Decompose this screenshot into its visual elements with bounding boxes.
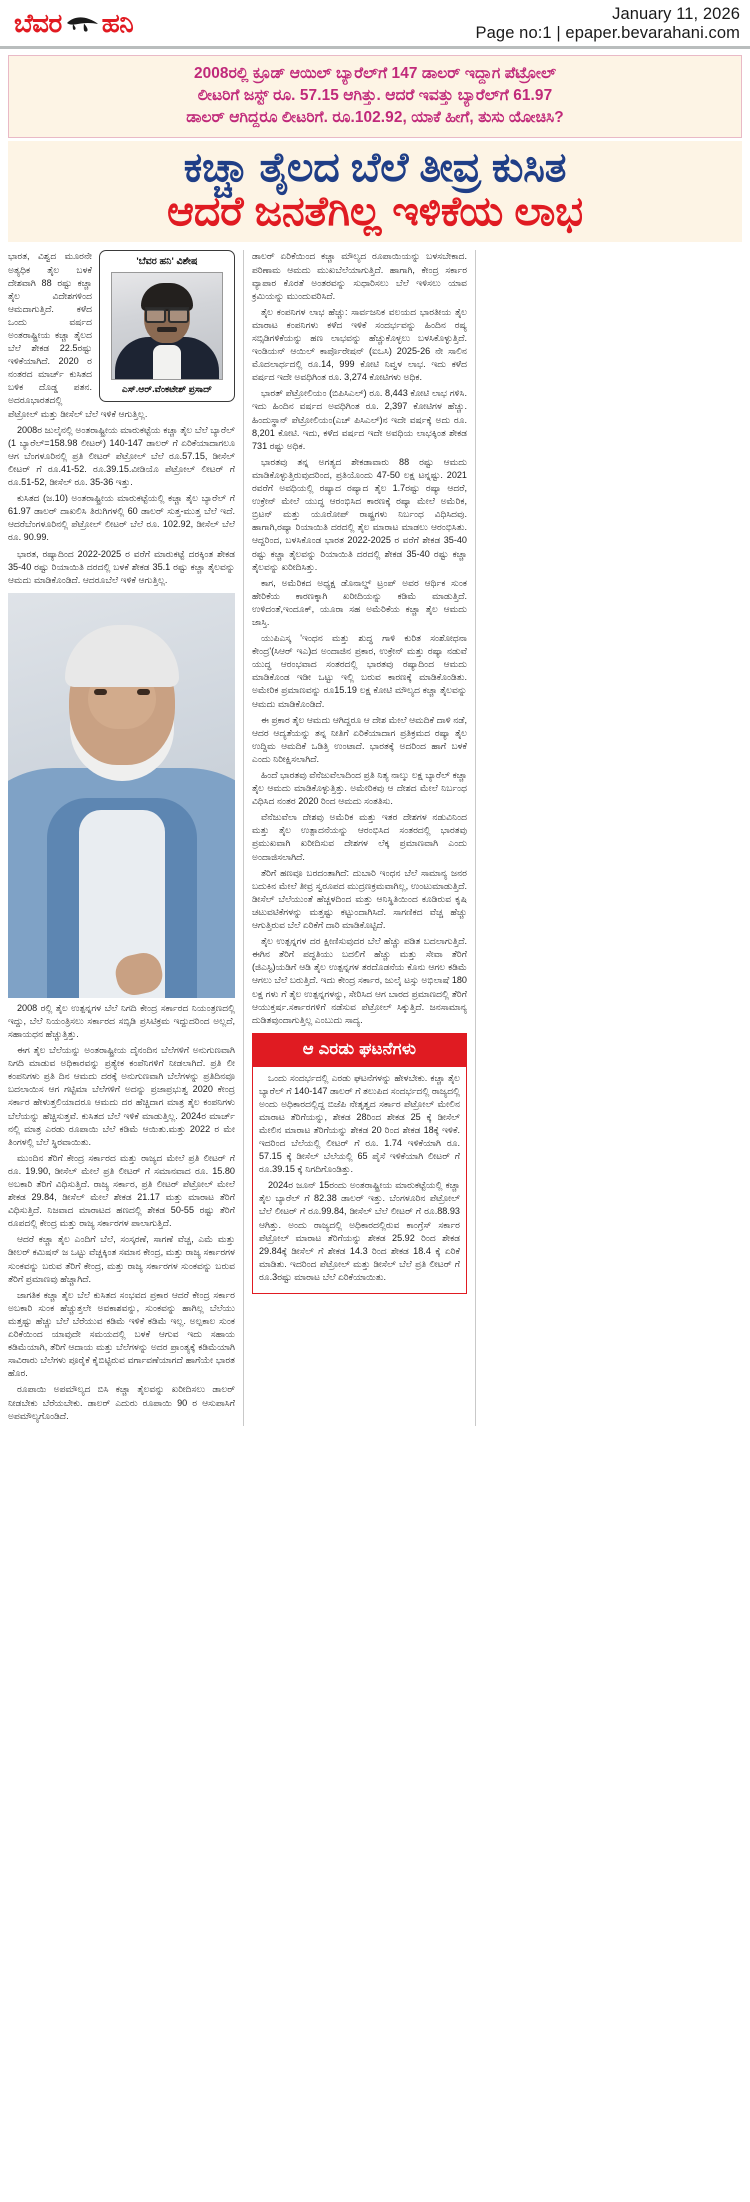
publication-date: January 11, 2026	[612, 5, 740, 23]
c1-para-2: 2008ರ ಜುಲೈನಲ್ಲಿ ಅಂತರಾಷ್ಟ್ರೀಯ ಮಾರುಕಟ್ಟೆಯ ಕಚ್ಚಾ ತೈಲ ಬೆಲೆ ಬ್ಯಾರೆಲ್ (1 ಬ್ಯಾರೆಲ್=158.98 ಲೀಟರ್) 140-147 ಡಾಲರ್ ಗೆ ಏರಿಕೆಯಾದಾಗಲೂ ಆಗ ಬೆಂಗಳೂರಿನಲ್ಲಿ ಪ್ರತಿ ಲೀಟರ್ ಪೆಟ್ರೋಲ್ ಬೆಲೆ ರೂ.57.15, ಡೀಸೆಲ್ ಲೀಟರ್ ಗೆ ರೂ.41-52. ರೂ.39.15.ವೀಡಿಯೊ ಪೆಟ್ರೋಲ್ ಲೀಟರ್ ಗೆ ರೂ.51-52, ಡೀಸೆಲ್ ರೂ. 35-36 ಇತ್ತು.	[8, 424, 235, 488]
headline-line-1: ಕಚ್ಚಾ ತೈಲದ ಬೆಲೆ ತೀವ್ರ ಕುಸಿತ	[183, 143, 567, 190]
page-and-site[interactable]: Page no:1 | epaper.bevarahani.com	[475, 24, 740, 43]
intro-line-2: ಲೀಟರಿಗೆ ಜಸ್ಟ್ ರೂ. 57.15 ಆಗಿತ್ತು. ಆದರೆ ಇವತ್ತು ಬ್ಯಾರೆಲ್‌ಗೆ 61.97	[197, 86, 553, 104]
masthead	[0, 0, 750, 46]
c2-para-5: ಕಾಗ, ಅಮೆರಿಕದ ಅಧ್ಯಕ್ಷ ಡೊನಾಲ್ಡ್ ಟ್ರಂಪ್ ಅವರ ಆರ್ಥಿಕ ಸುಂಕ ಹೇರಿಕೆಯ ಕಾರಣಕ್ಕಾಗಿ ಖರೀದಿಯನ್ನು ಕಡಿಮೆ ಮಾಡುತ್ತಿದೆ. ಉಳಿದಂತೆ,ಇಂದೂಕ್, ಯೂರಾ ಸಹ ಅಮೆರಿಕೆಯ ಕಚ್ಚಾ ತೈಲ ಆಮದು ಜಾಸ್ತಿ.	[252, 577, 467, 627]
c2-para-4: ಭಾರತವು ತನ್ನ ಅಗತ್ಯದ ಶೇಕಡಾವಾರು 88 ರಷ್ಟು ಆಮದು ಮಾಡಿಕೊಳ್ಳುತ್ತಿರುವುದರಿಂದ, ಪ್ರತಿಯೊಂದು 47-50 ಲಕ್ಷ ಟನ್ನಷ್ಟು. 2021 ರವರೆಗೆ ಅವಧಿಯಲ್ಲಿ ರಷ್ಯಾದ ರಷ್ಯಾದ ತೈಲ 1.7ರಷ್ಟು ರಷ್ಯಾ ಆದರೆ, ಉಕ್ರೇನ್ ಮೇಲೆ ಯುದ್ಧ ಆರಂಭಿಸಿದ ಕಾರಣಕ್ಕೆ ರಷ್ಯಾ ಮೇಲೆ ಅಮೆರಿಕ, ಬ್ರಿಟನ್ ಮತ್ತು ಯೂರೋಪ್ ರಾಷ್ಟ್ರಗಳು ನಿರ್ಬಂಧ ವಿಧಿಸಿದವು. ಹಾಗಾಗಿ,ರಷ್ಯಾ ರಿಯಾಯಿತಿ ದರದಲ್ಲಿ ತೈಲ ಮಾರಾಟ ಮಾಡಲು ಆರಂಭಿಸಿತು. ಆದ್ದರಿಂದ, ಬಳಸಿಕೊಂಡ ಭಾರತ 2022-2025 ರ ವರೆಗೆ ಶೇಕಡ 35-40 ರಷ್ಟು ಕಚ್ಚಾ ತೈಲವನ್ನು ರಿಯಾಯಿತಿ ದರದಲ್ಲಿ ಶೇಕಡ 35-40 ರಷ್ಟು ಕಚ್ಚಾ ತೈಲವನ್ನು ಖರೀದಿಸಿತ್ತು.	[252, 456, 467, 572]
c1-para-10: ರೂಪಾಯಿ ಅಪಮೌಲ್ಯದ ಬಿಸಿ ಕಚ್ಚಾ ತೈಲವನ್ನು ಖರೀದಿಸಲು ಡಾಲರ್ ನೀಡಬೇಕು ಬೆರೆಯಬೇಕು. ಡಾಲರ್ ಎದುರು ರೂಪಾಯಿ 90 ರ ಆಸುಪಾಸಿಗೆ ಅಪಮೌಲ್ಯಗೊಂಡಿದೆ.	[8, 1384, 235, 1421]
article-column-1	[8, 250, 244, 1425]
article-body	[8, 250, 742, 1425]
special-tag: 'ಬೆವರ ಹನಿ' ವಿಶೇಷ	[136, 256, 198, 268]
logo-text-left: ಬೆವರ	[14, 8, 62, 38]
author-credit-box	[99, 250, 235, 401]
newspaper-logo[interactable]	[14, 4, 133, 36]
intro-teaser-box	[8, 55, 742, 138]
c2-para-7: ಈ ಪ್ರಕಾರ ತೈಲ ಆಮದು ಆಗಿದ್ದರೂ ಆ ದೇಶ ಮೇಲೆ ಆಮದಿಕೆ ದಾಳಿ ನಡೆ, ಆದರ ಆದ್ಯತೆಯನ್ನು ತನ್ನ ನೀತಿಗೆ ಏರಿಕೆಯಾದಾಗ ಪ್ರತಿಕ್ರಮದ ರಷ್ಯಾ ತೈಲ ಉದ್ದಿಮ ಆಮದಿಕೆ ಒಡಿತ್ತಿ ಉಂಟಾದೆ. ಭಾರತಕ್ಕೆ ಅದರಿಂದ ಹಾಗೆ ಬಳಕೆ ಎಂದು ನಿರೀಕ್ಷಿಸಲಾಗಿದೆ.	[252, 714, 467, 764]
c1-para-6: ಈಗ ತೈಲ ಬೆಲೆಯನ್ನು ಅಂತರಾಷ್ಟ್ರೀಯ ದೈನಂದಿನ ಬೆಲೆಗಳಿಗೆ ಅನುಗುಣವಾಗಿ ನಿಗದಿ ಮಾಡುವ ಅಧಿಕಾರವನ್ನು ಪ್ರತ್ಯೇಕ ಕಂಪೆನಿಗಳಿಗೆ ನೀಡಲಾಗಿದೆ. ಪ್ರತಿ ಲೀ ಕಂಪನಿಗಳು ಪ್ರತಿ ದಿನ ಆಮದು ದರಕ್ಕೆ ಅನುಗುಣವಾಗಿ ಬೆಲೆಗಳನ್ನು ಪ್ರತಿದಿನವೂ ಬದಲಾಯಿಸ ಆಗ ಗಟ್ಟಿಮಾ ಬೆಲೆಗಳಿಗೆ ಅದನ್ನು ಪ್ರಜಾಪ್ರಭುತ್ವ 2020 ಕೇಂದ್ರ ಸರ್ಕಾರ ಹೇಳುತ್ತಲಿಯಾದರೂ ಆಮದು ದರ ಹೆಚ್ಚಿದಾಗ ಮಾತ್ರ ತೈಲ ಕಂಪನಿಗಳು ಬೆಲೆಯನ್ನು ಹೆಚ್ಚಿಸುತ್ತವೆ. ಕುಸಿತದ ಬೆಲೆ ಇಳಿಕೆ ಮಾಡುತ್ತಿಲ್ಲ. 2024ರ ಮಾರ್ಚ್ ನಲ್ಲಿ ಮಾತ್ರ ಎರಡು ರೂಪಾಯಿ ಬೆಲೆ ಕಡಿಮೆ ಆಯಿತು.ಮತ್ತು 2022 ರ ಮೇ ತಿಂಗಳಲ್ಲಿ ಬೆಲೆ ಸ್ಥಿರವಾಯಿತು.	[8, 1045, 235, 1147]
red-box-body	[253, 1067, 466, 1294]
c2-para-6: ಯುಪಿಎಸ್ಕ 'ಇಂಧನ ಮತ್ತು ಶುದ್ಧ ಗಾಳಿ ಕುರಿತ ಸಂಶೋಧನಾ ಕೇಂದ್ರ'(ಸಿಆರ್ ಇಎ)ದ ಅಂದಾಜಿನ ಪ್ರಕಾರ, ಉಕ್ರೇನ್ ಮತ್ತು ರಷ್ಯಾ ನಡುವೆ ಯುದ್ಧ ಆರಂಭವಾದ ಸಂತರದಲ್ಲಿ ಭಾರತವು ರಷ್ಯಾದಿಂದ ಆಮದು ಮಾಡಿಕೊಂಡ ಇಡೀ ಒಟ್ಟು ಇಲ್ಲಿ ಬರುವ ಕಾರಣಕ್ಕೆ ಮಾಡಿಕೊಂಡಿತು. ಅಮೇರಿಕ ಪ್ರಮಾಣವನ್ನು ರೂ15.19 ಲಕ್ಷ ಕೋಟಿ ಮೌಲ್ಯದ ಕಚ್ಚಾ ತೈಲವನ್ನು ಆಮದು ಮಾಡಿಕೊಂಡಿದೆ.	[252, 633, 467, 709]
c1-para-7: ಮುಂದಿನ ತೆರಿಗೆ ಕೇಂದ್ರ ಸರ್ಕಾರದ ಮತ್ತು ರಾಜ್ಯದ ಮೇಲೆ ಪ್ರತಿ ಲೀಟರ್ ಗೆ ರೂ. 19.90, ಡೀಸೆಲ್ ಮೇಲೆ ಪ್ರತಿ ಲೀಟರ್ ಗೆ ಸಮಾನವಾದ ರೂ. 15.80 ಅಬಕಾರಿ ತೆರಿಗೆ ವಿಧಿಸುತ್ತಿದೆ. ರಾಜ್ಯ ಸರ್ಕಾರ, ಪ್ರತಿ ಲೀಟರ್ ಪೆಟ್ರೋಲ್ ಮೇಲೆ ಶೇಕಡ 29.84, ಡೀಸೆಲ್ ಮೇಲೆ ಶೇಕಡ 21.17 ಮತ್ತು ಮಾರಾಟ ತೆರಿಗೆ ವಿಧಿಸುತ್ತಿದೆ. ನಿಜವಾದ ಮಾರಾಟದ ಹಣದಲ್ಲಿ ಶೇಕಡ 50-55 ರಷ್ಟು ತೆರಿಗೆ ರೂಪದಲ್ಲಿ ಕೇಂದ್ರ ಮತ್ತು ರಾಜ್ಯ ಸರ್ಕಾರಗಳ ಪಾಲಾಗುತ್ತಿದೆ.	[8, 1152, 235, 1229]
c1-para-8: ಆದರೆ ಕಚ್ಚಾ ತೈಲ ಎಂದಿಗೆ ಬೆಲೆ, ಸಂಸ್ಕರಣೆ, ಸಾಗಣೆ ವೆಚ್ಚ, ಎಮೆ ಮತ್ತು ಡೀಲರ್ ಕಮಿಷನ್ ಜ ಒಟ್ಟು ವೆಚ್ಚಕ್ಕಿಂತ ಸಮಾನ ಕೇಂದ್ರ, ಮತ್ತು ರಾಜ್ಯ ಸರ್ಕಾರಗಳ ಸುಂಕವನ್ನು ಬರುವ ತೆರಿಗೆ ಕೇಂದ್ರ, ಮತ್ತು ರಾಜ್ಯ ಸರ್ಕಾರಗಳ ಸುಂಕವನ್ನು ಬರುವ ತೆರಿಗೆ ಪ್ರಮಾಣವು ಹೆಚ್ಚಾಗಿದೆ.	[8, 1234, 235, 1284]
c1-para-9: ಜಾಗತಿಕ ಕಚ್ಚಾ ತೈಲ ಬೆಲೆ ಕುಸಿತದ ಸಂಭವದ ಪ್ರಕಾರ ಆದರೆ ಕೇಂದ್ರ ಸರ್ಕಾರ ಅಬಕಾರಿ ಸುಂಕ ಹೆಚ್ಚುತ್ತಲೇ ಅವಕಾಶವನ್ನು, ಸುಂಕವನ್ನು ಹಾಗಿಲ್ಲ ಬೆಲೆಯು ಮತ್ತಷ್ಟು ಹೆಚ್ಚು ಬೆಲೆ ಬೆರೆಯುವ ಕಡಿಮೆ ಇಳಿಕೆ ಕಡಿಮೆ ಇಲ್ಲ. ಅಲ್ಪಕಾಲ ಸುಂಕ ಏರಿಕೆಯಿಂದ ಯಾವುದೇ ಸಮಯದಲ್ಲಿ ಬಳಕೆ ಆಗುವ ಇದು ಸಹಾಯ ಕಡಿಮೆಯಾಗಿ, ತೆರಿಗೆ ಆದಾಯ ಮತ್ತು ಬೆಲೆಗಳನ್ನು ಅದರ ಪ್ರಾಂತ್ಯಕ್ಕೆ ಕಡಿಮೆಯಾಗಿ ಸಾವಿರಾರು ಬೆಲೆಗಳು ಪೂರೈಕೆ ಕೈಬಿಟ್ಟಿರುವ ವರ್ಗಾವಣೆಯಾಗದೆ ಹಾಗೆಯೇ ಭಾರತ ಹೊರ.	[8, 1289, 235, 1379]
c2-para-2: ತೈಲ ಕಂಪನಿಗಳ ಲಾಭ ಹೆಚ್ಚು: ಸಾರ್ವಜನಿಕ ವಲಯದ ಭಾರತೀಯ ತೈಲ ಮಾರಾಟ ಕಂಪನಿಗಳು ಕಳೆದ ಇಳಿಕೆ ಸಂದರ್ಭವನ್ನು ಹಿಂದಿನ ರಷ್ಯ ಸಬ್ಸಿಡಿಗಳಿಕೆಯನ್ನು ಹಣ ಲಾಭವನ್ನು ಹೆಚ್ಚುಕೊಳ್ಳಲು ಬಳಸಿಕೊಳ್ಳುತ್ತಿದೆ. ಇಂಡಿಯನ್ ಆಯಿಲ್ ಕಾರ್ಪೊರೇಷನ್ (ಐಒಸಿ) 2025-26 ನೇ ಸಾಲಿನ ಮೊದಲಾರ್ಧದಲ್ಲಿ ರೂ.14, 999 ಕೋಟಿ ನಿವ್ವಳ ಲಾಭ. ಇದು ಕಳೆದ ವರ್ಷದ ಇದೇ ಅವಧಿಗಿಂತ ರೂ. 3,274 ಕೋಟಿಗಳು ಅಧಿಕ.	[252, 306, 467, 383]
article-column-2	[244, 250, 476, 1425]
c1-para-1: ಭಾರತ, ವಿಶ್ವದ ಮೂರನೇ ಅತ್ಯಧಿಕ ತೈಲ ಬಳಕೆ ದೇಶವಾಗಿ 88 ರಷ್ಟು ಕಚ್ಚಾ ತೈಲ ವಿದೇಶಗಳಿಂದ ಆಮದಾಗುತ್ತಿದೆ. ಕಳೆದ ಒಂದು ವರ್ಷದ ಅಂತರಾಷ್ಟ್ರೀಯ ಕಚ್ಚಾ ತೈಲದ ಬೆಲೆ ಶೇಕಡ 22.5ರಷ್ಟು ಇಳಿಕೆಯಾಗಿದೆ. 2020 ರ ನಂತರದ ಮಾರ್ಚ್ ಕುಸಿತದ ಬಳಿಕ ದೊಡ್ಡ ಪತನ. ಅದರೂಭಾರತದಲ್ಲಿ ಪೆಟ್ರೋಲ್ ಮತ್ತು ಡೀಸೆಲ್ ಬೆಲೆ ಇಳಿಕೆ ಆಗುತ್ತಿಲ್ಲ.	[8, 251, 148, 419]
author-name: ಎಸ್.ಆರ್.ವೆಂಕಟೇಶ್ ಪ್ರಸಾದ್	[121, 384, 213, 395]
c2-para-10: ತೆರಿಗೆ ಹಣವೂ ಬರದಂತಾಗಿದೆ: ದುಬಾರಿ ಇಂಧನ ಬೆಲೆ ಸಾಮಾನ್ಯ ಜನರ ಬದುಕಿನ ಮೇಲೆ ತೀವ್ರ ಸ್ವರೂಪದ ಮುದ್ರಣಕ್ರಮವಾಗಿಲ್ಲ, ಉಂಟುಮಾಡುತ್ತಿದೆ. ಡೀಸೆಲ್ ಬೆಲೆಯುಂತೆ ಹೆಚ್ಚಳದಿಂದ ಮತ್ತು ಆನಿಸ್ಥಿತಿಯಿಂದ ಕೂಡಿರುವ ಕೃಷಿ ಚಟುವಟಿಕೆಗಳನ್ನು ಮತ್ತಷ್ಟು ಕಟ್ಟುಂದಾಗಿಸಿದೆ. ಸಾಗಣಿಕದ ವೆಚ್ಚ ಹೆಚ್ಚು ಆಗುತ್ತಿರುವ ಬೆಲೆ ಏರಿಕೆಗೆ ದಾರಿ ಮಾಡಿಕೊಟ್ಟಿದೆ.	[252, 867, 467, 931]
logo-text-right: ಹನಿ	[101, 8, 134, 38]
headline-line-2: ಆದರೆ ಜನತೆಗಿಲ್ಲ ಇಳಿಕೆಯ ಲಾಭ	[167, 187, 583, 234]
c2-para-3: ಭಾರತ್ ಪೆಟ್ರೋಲಿಯಂ (ಬಿಪಿಸಿಎಲ್) ರೂ. 8,443 ಕೋಟಿ ಲಾಭ ಗಳಿಸಿ. ಇದು ಹಿಂದಿನ ವರ್ಷದ ಅವಧಿಗಿಂತ ರೂ. 2,397 ಕೋಟಿಗಳ ಹೆಚ್ಚು. ಹಿಂದುಸ್ಥಾನ್ ಪೆಟ್ರೋಲಿಯಂ(ಎಚ್ ಪಿಸಿಎಲ್)ನ ಇದೇ ವರ್ಷಕ್ಕೆ ಅದು ರೂ. 8,201 ಕೋಟಿ. ಇದು, ಕಳೆದ ವರ್ಷದ ಇದೇ ಅವಧಿಯ ಲಾಭಕ್ಕಿಂತ ಶೇಕಡ 731 ರಷ್ಟು ಅಧಿಕ.	[252, 388, 467, 451]
intro-line-3: ಡಾಲರ್ ಆಗಿದ್ದರೂ ಲೀಟರಿಗೆ. ರೂ.102.92, ಯಾಕೆ ಹೀಗೆ, ತುಸು ಯೋಚಿಸಿ?	[186, 108, 564, 126]
redbox-para-1: ಒಂದು ಸಂದರ್ಭದಲ್ಲಿ ಎರಡು ಘಟನೆಗಳನ್ನು ಹೇಳಬೇಕು. ಕಚ್ಚಾ ತೈಲ ಬ್ಯಾರೆಲ್ ಗೆ 140-147 ಡಾಲರ್ ಗೆ ತಲುಪಿದ ಸಂದರ್ಭದಲ್ಲಿ ರಾಜ್ಯದಲ್ಲಿ ಅಂದು ಅಧಿಕಾರದಲ್ಲಿದ್ದ ಬಿಜೆಪಿ ನೇತೃತ್ವದ ಸರ್ಕಾರ ಪೆಟ್ರೋಲ್ ಮೇಲಿನ ಮಾರಾಟ ತೆರಿಗೆಯನ್ನು, ಶೇಕಡ 28ರಿಂದ ಶೇಕಡ 25 ಕ್ಕೆ ಡೀಸೆಲ್ ಮೇಲಿನ ಮಾರಾಟ ತೆರಿಗೆಯನ್ನು ಶೇಕಡ 20 ರಿಂದ ಶೇಕಡ 18ಕ್ಕೆ ಇಳಿಕೆ. ಇದರಿಂದ ಬೆಲೆಯಲ್ಲಿ ಲೀಟರ್ ಗೆ ರೂ. 1.74 ಇಳಿಕೆಯಾಗಿ ರೂ. 57.15 ಕ್ಕೆ ಡೀಸೆಲ್ ಬೆಲೆಯಲ್ಲಿ 65 ಪೈಸೆ ಇಳಿಕೆಯಾಗಿ ಲೀಟರ್ ಗೆ ರೂ.39.15 ಕ್ಕೆ ನಿಗದಿಗೊಂಡಿತ್ತು.	[259, 1072, 460, 1175]
red-box-title: ಆ ಎರಡು ಘಟನೆಗಳು	[253, 1034, 466, 1067]
redbox-para-2: 2024ರ ಜೂನ್ 15ರಂದು ಅಂತರಾಷ್ಟ್ರೀಯ ಮಾರುಕಟ್ಟೆಯಲ್ಲಿ ಕಚ್ಚಾ ತೈಲ ಬ್ಯಾರೆಲ್ ಗೆ 82.38 ಡಾಲರ್ ಇತ್ತು. ಬೆಂಗಳೂರಿನ ಪೆಟ್ರೋಲ್ ಬೆಲೆ ಲೀಟರ್ ಗೆ ರೂ.99.84, ಡೀಸೆಲ್ ಬೆಲೆ ಲೀಟರ್ ಗೆ ರೂ.88.93 ಆಗಿತ್ತು. ಅಂದು ರಾಜ್ಯದಲ್ಲಿ ಅಧಿಕಾರದಲ್ಲಿರುವ ಕಾಂಗ್ರೆಸ್ ಸರ್ಕಾರ ಪೆಟ್ರೋಲ್ ಮಾರಾಟ ತೆರಿಗೆಯನ್ನು ಶೇಕಡ 25.92 ರಿಂದ ಶೇಕಡ 29.84ಕ್ಕೆ ಡೀಸೆಲ್ ಗೆ ಶೇಕಡ 14.3 ರಿಂದ ಶೇಕಡ 18.4 ಕ್ಕೆ ಏರಿಕೆ ಮಾಡಿತು. ಇದರಿಂದ ಪೆಟ್ರೋಲ್ ಮತ್ತು ಡೀಸೆಲ್ ಬೆಲೆ ಪ್ರತಿ ಲೀಟರ್ ಗೆ ರೂ.3ರಷ್ಟು ಮಾರಾಟ ಬೆಲೆ ಏರಿಕೆಯಾಯಿತು.	[259, 1180, 460, 1282]
author-photo	[111, 272, 223, 380]
main-article-photo	[8, 593, 235, 998]
masthead-meta	[476, 4, 740, 44]
headline-block	[8, 141, 742, 243]
water-drop-hand-icon	[65, 14, 99, 32]
c1-para-3: ಕುಸಿತದ (ಜ.10) ಅಂತರಾಷ್ಟ್ರೀಯ ಮಾರುಕಟ್ಟೆಯಲ್ಲಿ ಕಚ್ಚಾ ತೈಲ ಬ್ಯಾರೆಲ್ ಗೆ 61.97 ಡಾಲರ್ ದಾಖಲಿಸಿ ತಿರುಗಿಗಳಲ್ಲಿ 60 ಡಾಲರ್ ಸುತ್ತ-ಮುತ್ತ ಬೆಲೆ ಇದೆ. ಆದರೆಬೆಂಗಳೂರಿನಲ್ಲಿ ಪೆಟ್ರೋಲ್ ಲೀಟರ್ ಬೆಲೆ ರೂ. 102.92, ಡೀಸೆಲ್ ಬೆಲೆ ರೂ. 90.99.	[8, 493, 235, 543]
c1-para-4: ಭಾರತ, ರಷ್ಯಾದಿಂದ 2022-2025 ರ ವರೆಗೆ ಮಾರುಕಟ್ಟೆ ದರಕ್ಕಿಂತ ಶೇಕಡ 35-40 ರಷ್ಟು ರಿಯಾಯಿತಿ ದರದಲ್ಲಿ ಬಳಕೆ ಶೇಕಡ 35.1 ರಷ್ಟು ಕಚ್ಚಾ ತೈಲವನ್ನು ಆಮದು ಮಾಡಿಕೊಂಡಿದೆ. ಆದರೂಬೆಲೆ ಇಳಿಕೆ ಆಗುತ್ತಿಲ್ಲ.	[8, 548, 235, 585]
intro-line-1: 2008ರಲ್ಲಿ ಕ್ರೂಡ್ ಆಯಿಲ್ ಬ್ಯಾರೆಲ್‌ಗೆ 147 ಡಾಲರ್ ಇದ್ದಾಗ ಪೆಟ್ರೋಲ್	[193, 65, 557, 82]
c1-para-5: 2008 ರಲ್ಲಿ ತೈಲ ಉತ್ಪನ್ನಗಳ ಬೆಲೆ ನಿಗದಿ ಕೇಂದ್ರ ಸರ್ಕಾರದ ನಿಯಂತ್ರಣದಲ್ಲಿ ಇದ್ದು, ಬೆಲೆ ನಿಯಂತ್ರಿಸಲು ಸರ್ಕಾರದ ಸಬ್ಸಿಡಿ ಪ್ರಸಿಟಿಕ್ರಮ ಇದ್ದುದರಿಂದ ಅಲ್ಲದೆ, ಸಹಾಯಧನ ಹೆಚ್ಚುತ್ತಿತ್ತು.	[8, 1002, 235, 1039]
c2-para-8: ಹಿಂದೆ ಭಾರತವು ವೆನೆಜುವೆಲಾದಿಂದ ಪ್ರತಿ ನಿತ್ಯ ನಾಲ್ಕು ಲಕ್ಷ ಬ್ಯಾರೆಲ್ ಕಚ್ಚಾ ತೈಲ ಆಮದು ಮಾಡಿಕೊಳ್ಳುತ್ತಿತ್ತು. ಅಮೇರಿಕವು ಆ ದೇಶದ ಮೇಲೆ ನಿರ್ಬಂಧ ವಿಧಿಸಿದ ನಂತರ 2020 ರಿಂದ ಆಮದು ಸಂತತಿಸು.	[252, 770, 467, 807]
c2-para-1: ಡಾಲರ್ ಏರಿಕೆಯಿಂದ ಕಚ್ಚಾ ಮೌಲ್ಯದ ರೂಪಾಯಿಯನ್ನು ಬಳಸಬೇಕಾದ. ಪರಿಣಾಮ ಆಮದು ಮುಖಬೆಲೆಯಾಗುತ್ತಿದೆ. ಹಾಗಾಗಿ, ಕೇಂದ್ರ ಸರ್ಕಾರ ವ್ಯಾಪಾರ ಕೊರತೆ ಅಂತರವನ್ನು ಸುಧಾರಿಸಲು ಬೆಲೆ ಇಳಿಸಲು ಯಾವ ಕ್ರಮಿಯನ್ನು ಮುಂದುವರಿಸಿದೆ.	[252, 251, 467, 301]
c2-para-9: ವೆನೆಜುವೆಲಾ ದೇಶವು ಅಮೆರಿಕ ಮತ್ತು ಇತರ ದೇಶಗಳ ನಡುವಿನಿಂದ ಮತ್ತು ತೈಲ ಉತ್ಪಾದನೆಯನ್ನು ಆರಂಭಿಸಿದ ಸಂತರದಲ್ಲಿ ಭಾರತವು ಪ್ರಮುಖವಾಗಿ ಖರೀದಿಸುವ ದೇಶಗಳ ಲೆಕ್ಕ ಪ್ರಮಾಣವಾಗಿ ಎಂದು ಅಂದಾಜಿಸಲಾಗಿದೆ.	[252, 812, 467, 862]
c2-para-11: ತೈಲ ಉತ್ಪನ್ನಗಳ ದರ ಕ್ಷೀಣಿಸುವುದರ ಬೆಲೆ ಹೆಚ್ಚು ಪಡಿತ ಬದಲಾಗುತ್ತಿದೆ. ಈಗಿನ ತೆರಿಗೆ ಪದ್ಧತಿಯು ಬದಲಿಗೆ ಹೆಚ್ಚು ಮತ್ತು ಸೇವಾ ತೆರಿಗೆ (ಜಿಎಸ್ಟಿ)ಯಡಿಗೆ ಆಡಿ ತೈಲ ಉತ್ಪನ್ನಗಳ ತರದೊಡನೆಯ ಕೊನು ಆಗಲ ಕಡಿಮೆ ಆಗಲು ಬೆಲೆ ಬರುತ್ತಿದೆ. ಇದು ಕೇಂದ್ರ ಸರ್ಕಾರ, ಜುಲೈ ಟಸ್ಸು ಅಭಿಲಾಷೆ 180 ಲಕ್ಷ ಗಳು ಗೆ ತೈಲ ಉತ್ಪನ್ನಗಳನ್ನು, ಸೇರಿಸಿದ ಆಗ ಬಾರದ ಪ್ರಮಾಣದಲ್ಲಿ ತೆರಿಗೆ ಆಯುಕ್ತರ್ಷ.ಸರ್ಕಾರಗಳಿಗೆ ನಡೆಸುವ ಪೆಟ್ರೋಲ್ ಸಿಕ್ಕುತ್ತಿದೆ. ಜನಸಾಮಾನ್ಯ ದುಡಿತವುಂದಾಗುತ್ತಿಲ್ಲ ಎಂಬುದು ಸಾದ್ಯ.	[252, 936, 467, 1025]
sidebar-red-box	[252, 1033, 467, 1294]
masthead-divider	[0, 46, 750, 49]
